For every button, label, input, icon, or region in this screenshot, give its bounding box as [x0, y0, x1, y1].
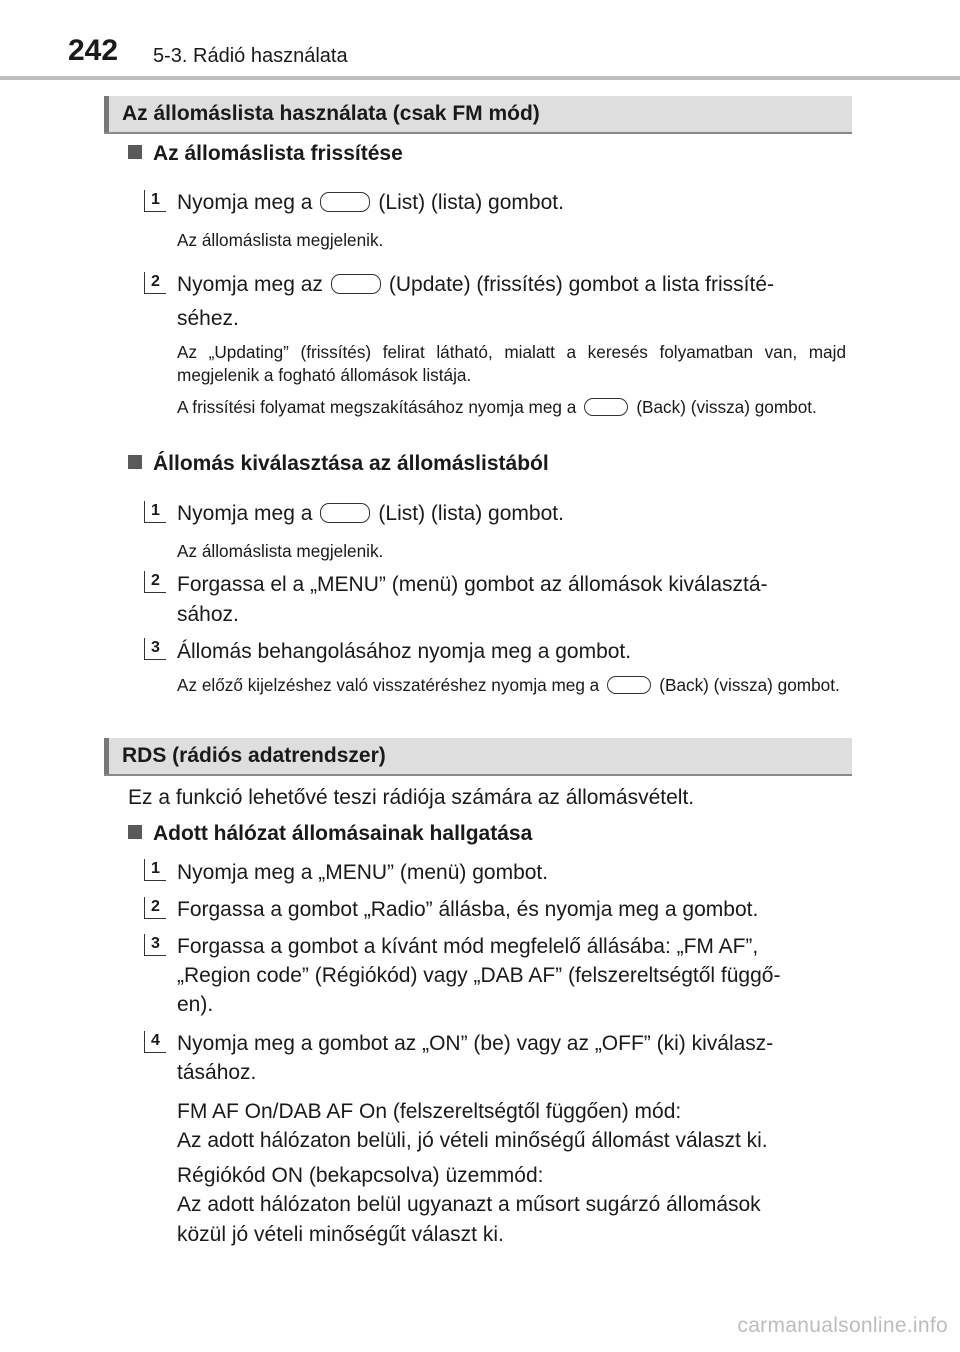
section-heading-station-list: [104, 96, 852, 134]
step-number: 1: [144, 501, 166, 523]
section-heading-text: Az állomáslista használata (csak FM mód): [122, 102, 540, 125]
subsection-title-network: Adott hálózat állomásainak hallgatása: [128, 822, 532, 846]
step-text: Nyomja meg a (List) (lista) gombot.: [177, 502, 564, 525]
section-heading-bar: [104, 96, 109, 132]
step-note: A frissítési folyamat megszakításához nyomja meg a (Back) (vissza) gombot.: [177, 397, 817, 417]
step-text: Forgassa a gombot a kívánt mód megfelelő állásába: „FM AF”,: [177, 935, 759, 958]
section-heading-bar: [104, 738, 109, 774]
square-bullet-icon: [128, 455, 142, 469]
watermark: carmanualsonline.info: [737, 1314, 948, 1337]
square-bullet-icon: [128, 145, 142, 159]
list-button-icon: [320, 192, 370, 212]
subsection-title-select: Állomás kiválasztása az állomáslistából: [128, 452, 549, 476]
header-divider: [0, 76, 960, 80]
step-text-continued: „Region code” (Régiókód) vagy „DAB AF” (felszereltségtől függő-: [177, 964, 781, 987]
step-note: Az „Updating” (frissítés) felirat látható, mialatt a keresés folyamatban van, majd megjelenik a fogható állomások listája.: [177, 342, 846, 385]
step-text-continued: séhez.: [177, 307, 239, 330]
list-button-icon: [320, 503, 370, 523]
section-intro: Ez a funkció lehetővé teszi rádiója számára az állomásvételt.: [128, 786, 695, 809]
step-text-continued: sához.: [177, 603, 239, 626]
step-number: 2: [144, 272, 166, 294]
step-number: 3: [144, 638, 166, 660]
section-heading-rds: [104, 738, 852, 776]
square-bullet-icon: [128, 825, 142, 839]
step-text: Nyomja meg a gombot az „ON” (be) vagy az „OFF” (ki) kiválasz-: [177, 1032, 774, 1055]
step-number: 3: [144, 934, 166, 956]
step-number: 2: [144, 897, 166, 919]
mode-title: Régiókód ON (bekapcsolva) üzemmód:: [177, 1164, 544, 1187]
page-header: [0, 0, 960, 80]
back-button-icon: [607, 676, 651, 694]
chapter-title: 5-3. Rádió használata: [153, 45, 348, 67]
step-text: Forgassa el a „MENU” (menü) gombot az állomások kiválasztá-: [177, 573, 768, 596]
step-text-continued: tásához.: [177, 1061, 257, 1084]
step-text: Nyomja meg az (Update) (frissítés) gombot a lista frissíté-: [177, 273, 774, 296]
step-text-continued: en).: [177, 993, 214, 1016]
step-note: Az állomáslista megjelenik.: [177, 541, 384, 561]
step-note: Az előző kijelzéshez való visszatéréshez nyomja meg a (Back) (vissza) gombot.: [177, 675, 840, 695]
update-button-icon: [331, 274, 381, 294]
step-note: Az állomáslista megjelenik.: [177, 230, 384, 250]
step-text: Nyomja meg a „MENU” (menü) gombot.: [177, 861, 549, 884]
mode-description: Az adott hálózaton belül ugyanazt a műsort sugárzó állomások: [177, 1193, 761, 1216]
mode-description-continued: közül jó vételi minőségűt választ ki.: [177, 1223, 504, 1246]
step-number: 1: [144, 190, 166, 212]
step-number: 1: [144, 859, 166, 881]
step-number: 2: [144, 571, 166, 593]
step-number: 4: [144, 1031, 166, 1053]
mode-description: Az adott hálózaton belüli, jó vételi minőségű állomást választ ki.: [177, 1129, 768, 1152]
step-text: Forgassa a gombot „Radio” állásba, és nyomja meg a gombot.: [177, 898, 759, 921]
section-heading-text: RDS (rádiós adatrendszer): [122, 744, 386, 767]
mode-title: FM AF On/DAB AF On (felszereltségtől függően) mód:: [177, 1100, 682, 1123]
back-button-icon: [584, 398, 628, 416]
step-text: Nyomja meg a (List) (lista) gombot.: [177, 191, 564, 214]
step-text: Állomás behangolásához nyomja meg a gombot.: [177, 640, 632, 663]
page-number: 242: [68, 34, 119, 67]
subsection-title-refresh: Az állomáslista frissítése: [128, 142, 403, 166]
